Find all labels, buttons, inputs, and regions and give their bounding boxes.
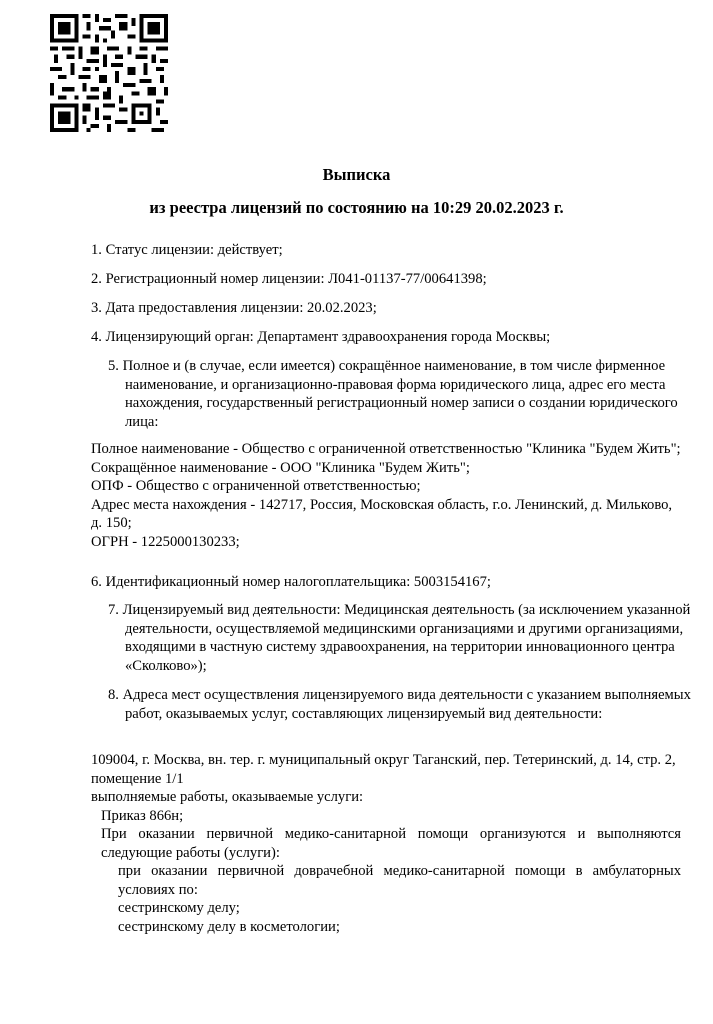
document-subtitle: из реестра лицензий по состоянию на 10:29 20.02.2023 г.	[149, 198, 564, 217]
primary-care-works: При оказании первичной медико-санитарной помощи организуются и выполняются следующие работы (услуги):	[101, 826, 681, 861]
activity-details	[91, 751, 681, 936]
licensed-activity: 7. Лицензируемый вид деятельности: Медицинская деятельность (за исключением указанной деятельности, осуществляемой медицинскими организациями и другими организациями, входящими в частную систему здравоохранения, на территории инновационного центра «Сколково»);	[108, 602, 691, 674]
license-date: 3. Дата предоставления лицензии: 20.02.2023;	[91, 300, 377, 316]
document-title: Выписка	[322, 165, 391, 184]
order-reference: Приказ 866н;	[101, 807, 184, 824]
activity-address: 109004, г. Москва, вн. тер. г. муниципальный округ Таганский, пер. Тетеринский, д. 14, стр. 2, помещение 1/1	[91, 752, 676, 787]
service-nursing: сестринскому делу;	[118, 900, 240, 916]
activity-addresses-heading: 8. Адреса мест осуществления лицензируемого вида деятельности с указанием выполняемых работ, оказываемых услуг, составляющих лицензируемый вид деятельности:	[108, 687, 691, 722]
pre-doctor-care-text: при оказании первичной доврачебной медико-санитарной помощи в амбулаторных условиях по:	[118, 863, 681, 898]
org-full-name: Полное наименование - Общество с ограниченной ответственностью "Клиника "Будем Жить";	[91, 441, 681, 457]
org-ogrn: ОГРН - 1225000130233;	[91, 533, 240, 550]
licensing-authority: 4. Лицензирующий орган: Департамент здравоохранения города Москвы;	[91, 329, 551, 345]
qr-code	[50, 14, 168, 132]
taxpayer-id: 6. Идентификационный номер налогоплательщика: 5003154167;	[91, 574, 491, 590]
license-number: 2. Регистрационный номер лицензии: Л041-01137-77/00641398;	[91, 271, 487, 287]
works-label: выполняемые работы, оказываемые услуги:	[91, 789, 364, 805]
pre-doctor-care	[91, 862, 681, 899]
org-opf: ОПФ - Общество с ограниченной ответственностью;	[91, 478, 421, 494]
org-address: Адрес места нахождения - 142717, Россия, Московская область, г.о. Ленинский, д. Мильково, д. 150;	[91, 496, 673, 531]
organization-details	[91, 440, 681, 551]
organization-section-heading: 5. Полное и (в случае, если имеется) сокращённое наименование, в том числе фирменное наименование, и организационно-правовая форма юридического лица, адрес его места нахождения, государственный регистрационный номер записи о создании юридического лица:	[108, 358, 678, 430]
org-short-name: Сокращённое наименование - ООО "Клиника "Будем Жить";	[91, 459, 470, 476]
service-nursing-cosmetology: сестринскому делу в косметологии;	[118, 918, 340, 935]
license-status: 1. Статус лицензии: действует;	[91, 242, 283, 258]
